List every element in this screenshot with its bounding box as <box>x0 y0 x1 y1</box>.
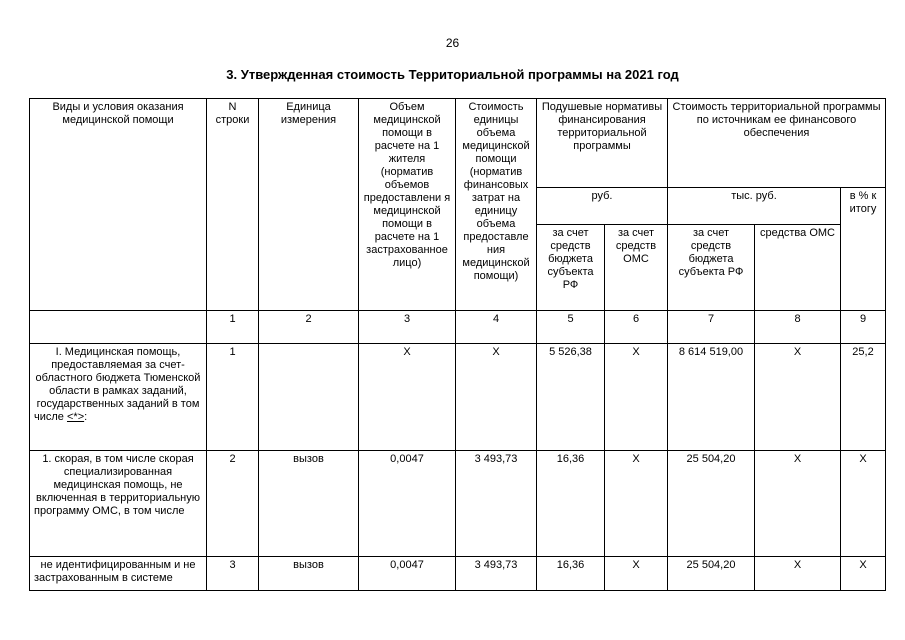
header-per-capita: Подушевые нормативы финансирования территориальной программы <box>537 99 668 188</box>
row-unit <box>259 344 359 451</box>
row-name-suffix: : <box>84 411 88 423</box>
row-line: 3 <box>207 557 259 591</box>
row-oms-thous: X <box>755 557 841 591</box>
header-unit-cost: Стоимость единицы объема медицинской помощи (норматив финансовых затрат на единицу объема предоставле ния медицинской помощи) <box>456 99 537 311</box>
row-name-text: I. Медицинская помощь, предоставляемая за счет-областного бюджета Тюменской области в рамках заданий, государственных заданий в том числе <box>34 346 201 423</box>
col-num-0 <box>30 311 207 344</box>
header-row-1 <box>30 99 886 188</box>
header-cost-by-sources: Стоимость территориальной программы по источникам ее финансового обеспечения <box>668 99 886 188</box>
header-unit: Единица измерения <box>259 99 359 311</box>
header-budget-rf-2: за счет средств бюджета субъекта РФ <box>668 225 755 311</box>
page-title: 3. Утвержденная стоимость Территориальной программы на 2021 год <box>226 67 679 82</box>
page-number: 26 <box>445 36 460 50</box>
col-num-7: 7 <box>668 311 755 344</box>
header-thous-rub: тыс. руб. <box>668 188 841 225</box>
row-oms-rub: X <box>605 344 668 451</box>
header-budget-rf: за счет средств бюджета субъекта РФ <box>537 225 605 311</box>
col-num-6: 6 <box>605 311 668 344</box>
col-num-9: 9 <box>841 311 886 344</box>
col-num-1: 1 <box>207 311 259 344</box>
header-line-no: N строки <box>207 99 259 311</box>
footnote-link[interactable]: <*> <box>66 411 85 423</box>
row-unit: вызов <box>259 557 359 591</box>
row-name: 1. скорая, в том числе скорая специализированная медицинская помощь, не включенная в территориальную программу ОМС, в том числе <box>30 451 207 557</box>
row-budget-rub: 16,36 <box>537 451 605 557</box>
row-name <box>30 344 207 451</box>
row-volume: X <box>359 344 456 451</box>
col-num-8: 8 <box>755 311 841 344</box>
row-unit-cost: X <box>456 344 537 451</box>
row-oms-thous: X <box>755 344 841 451</box>
header-pct-total: в % к итогу <box>841 188 886 311</box>
row-oms-rub: X <box>605 557 668 591</box>
header-oms-funds: средства ОМС <box>755 225 841 311</box>
col-num-2: 2 <box>259 311 359 344</box>
row-unit-cost: 3 493,73 <box>456 557 537 591</box>
row-unit-cost: 3 493,73 <box>456 451 537 557</box>
row-name: не идентифицированным и не застрахованным в системе <box>30 557 207 591</box>
row-budget-thous: 25 504,20 <box>668 557 755 591</box>
col-num-5: 5 <box>537 311 605 344</box>
header-rub: руб. <box>537 188 668 225</box>
cost-table <box>29 98 886 591</box>
table-row <box>30 557 886 591</box>
row-budget-rub: 16,36 <box>537 557 605 591</box>
row-budget-thous: 25 504,20 <box>668 451 755 557</box>
row-volume: 0,0047 <box>359 451 456 557</box>
header-oms: за счет средств ОМС <box>605 225 668 311</box>
row-line: 2 <box>207 451 259 557</box>
row-pct: 25,2 <box>841 344 886 451</box>
col-num-3: 3 <box>359 311 456 344</box>
table-row <box>30 451 886 557</box>
row-pct: X <box>841 557 886 591</box>
row-volume: 0,0047 <box>359 557 456 591</box>
row-line: 1 <box>207 344 259 451</box>
row-budget-rub: 5 526,38 <box>537 344 605 451</box>
column-numbers-row <box>30 311 886 344</box>
row-budget-thous: 8 614 519,00 <box>668 344 755 451</box>
table-row <box>30 344 886 451</box>
row-oms-rub: X <box>605 451 668 557</box>
row-unit: вызов <box>259 451 359 557</box>
header-volume: Объем медицинской помощи в расчете на 1 жителя (норматив объемов предоставлени я медицинской помощи в расчете на 1 застрахованное лицо) <box>359 99 456 311</box>
col-num-4: 4 <box>456 311 537 344</box>
header-types: Виды и условия оказания медицинской помощи <box>30 99 207 311</box>
row-oms-thous: X <box>755 451 841 557</box>
row-pct: X <box>841 451 886 557</box>
